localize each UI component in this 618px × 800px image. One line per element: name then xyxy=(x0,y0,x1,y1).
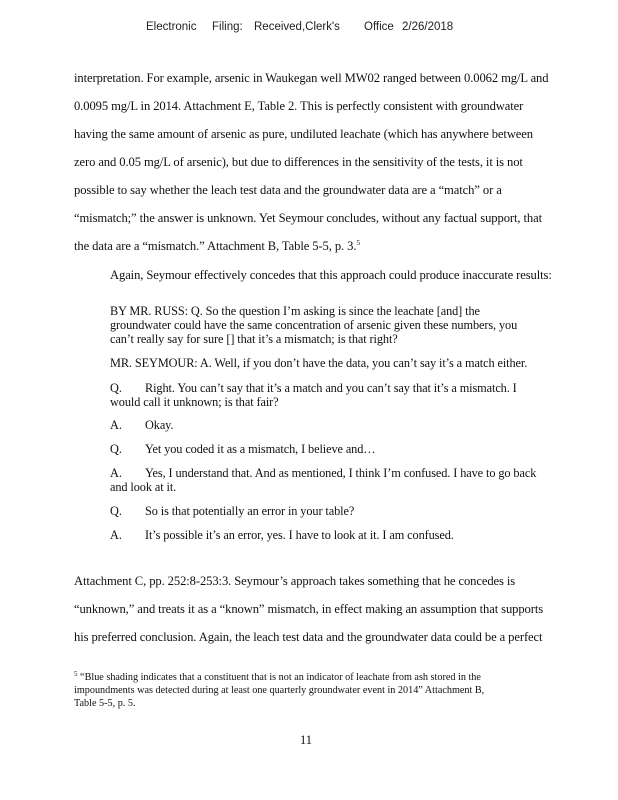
qa-text: Yet you coded it as a mismatch, I believe and… xyxy=(145,442,376,456)
footnote-reference-marker: 5 xyxy=(356,238,361,247)
qa-label: A. xyxy=(110,466,122,480)
paragraph-1-line: “mismatch;” the answer is unknown. Yet Seymour concludes, without any factual support, that xyxy=(74,211,542,225)
paragraph-1-line xyxy=(74,239,360,254)
footnote-text: “Blue shading indicates that a constituent that is not an indicator of leachate from ash stored in the xyxy=(80,672,481,683)
qa-label: Q. xyxy=(110,504,122,518)
page-number: 11 xyxy=(300,733,313,747)
paragraph-3-line: Attachment C, pp. 252:8-253:3. Seymour’s approach takes something that he concedes is xyxy=(74,574,516,588)
header-date: 2/26/2018 xyxy=(402,21,454,33)
paragraph-1-last-text: the data are a “mismatch.” Attachment B, Table 5-5, p. 3. xyxy=(74,239,357,253)
qa-label: A. xyxy=(110,528,122,542)
header-electronic: Electronic xyxy=(146,21,197,33)
paragraph-1-line: possible to say whether the leach test data and the groundwater data are a “match” or a xyxy=(74,183,502,197)
quote-1-line: groundwater could have the same concentration of arsenic given these numbers, you xyxy=(110,318,518,332)
paragraph-1-line: 0.0095 mg/L in 2014. Attachment E, Table 2. This is perfectly consistent with groundwater xyxy=(74,99,524,113)
paragraph-3-line: “unknown,” and treats it as a “known” mismatch, in effect making an assumption that supports xyxy=(74,602,544,616)
footnote-marker: 5 xyxy=(74,670,78,678)
footnote-line: impoundments was detected during at least one quarterly groundwater event in 2014” Attachment B, xyxy=(74,685,485,696)
header-office: Office xyxy=(364,21,394,33)
paragraph-1-line: interpretation. For example, arsenic in Waukegan well MW02 ranged between 0.0062 mg/L and xyxy=(74,71,549,85)
qa-text: So is that potentially an error in your table? xyxy=(145,504,355,518)
footnote-line xyxy=(74,672,481,683)
header-received-clerk: Received,Clerk's xyxy=(254,21,340,33)
qa-text: Right. You can’t say that it’s a match and you can’t say that it’s a mismatch. I xyxy=(145,381,517,395)
quote-2: MR. SEYMOUR: A. Well, if you don’t have the data, you can’t say it’s a match either. xyxy=(110,356,528,370)
paragraph-3-line: his preferred conclusion. Again, the leach test data and the groundwater data could be a perfect xyxy=(74,630,543,644)
quote-1-line: BY MR. RUSS: Q. So the question I’m asking is since the leachate [and] the xyxy=(110,304,480,318)
paragraph-1-line: zero and 0.05 mg/L of arsenic), but due to differences in the sensitivity of the tests, it is not xyxy=(74,155,523,169)
qa-label: Q. xyxy=(110,381,122,395)
qa-text: would call it unknown; is that fair? xyxy=(110,395,279,409)
paragraph-2: Again, Seymour effectively concedes that this approach could produce inaccurate results: xyxy=(110,268,552,282)
quote-1-line: can’t really say for sure [] that it’s a mismatch; is that right? xyxy=(110,332,398,346)
qa-label: A. xyxy=(110,418,122,432)
qa-text: Yes, I understand that. And as mentioned, I think I’m confused. I have to go back xyxy=(145,466,537,480)
qa-text: Okay. xyxy=(145,418,174,432)
header-filing: Filing: xyxy=(212,21,243,33)
footnote-line: Table 5-5, p. 5. xyxy=(74,698,136,709)
qa-text: It’s possible it’s an error, yes. I have to look at it. I am confused. xyxy=(145,528,454,542)
paragraph-1-line: having the same amount of arsenic as pure, undiluted leachate (which has anywhere between xyxy=(74,127,533,141)
qa-label: Q. xyxy=(110,442,122,456)
qa-text: and look at it. xyxy=(110,480,177,494)
